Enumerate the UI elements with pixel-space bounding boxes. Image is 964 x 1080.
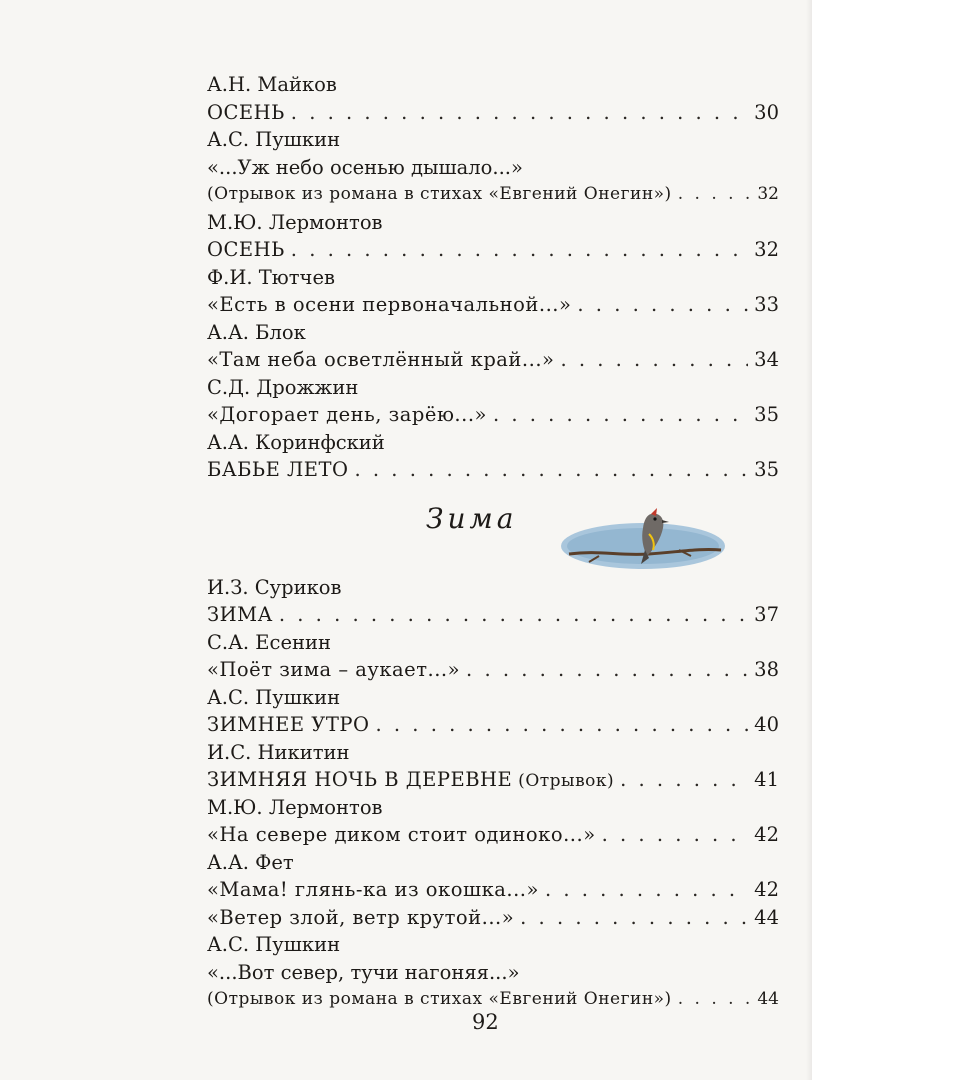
toc-entry-title-text: БАБЬЕ ЛЕТО — [207, 458, 349, 481]
toc-entry — [207, 291, 779, 319]
toc-entry-title — [207, 236, 285, 264]
toc-author: А.А. Фет — [207, 850, 294, 874]
toc-page-number: 40 — [754, 713, 779, 736]
toc-page-number: 34 — [754, 348, 779, 371]
toc-entry-title-text: ЗИМА — [207, 603, 273, 626]
winter-section-header — [207, 484, 779, 574]
toc-entry — [207, 821, 779, 849]
toc-page-number: 41 — [754, 768, 779, 791]
toc-author: М.Ю. Лермонтов — [207, 795, 383, 819]
toc-leader-dots — [493, 401, 748, 429]
toc-leader-dots — [291, 99, 748, 127]
toc-entry — [207, 876, 779, 904]
toc-entry — [207, 401, 779, 429]
toc-author-row — [207, 574, 779, 602]
toc-author-row — [207, 374, 779, 402]
toc-entry-title-text: ЗИМНЕЕ УТРО — [207, 713, 370, 736]
toc-leader-dots — [520, 904, 748, 932]
toc-author-row — [207, 849, 779, 877]
toc-page-number: 35 — [754, 403, 779, 426]
toc-entry-title-text: «Поёт зима – аукает...» — [207, 658, 461, 681]
toc-page-number: 42 — [754, 878, 779, 901]
toc-leader-dots — [376, 711, 749, 739]
toc-entry-title-text: «Догорает день, зарёю...» — [207, 403, 487, 426]
autumn-section-list — [207, 71, 779, 484]
toc-entry-title-text: ОСЕНЬ — [207, 100, 285, 124]
toc-entry-title — [207, 656, 460, 684]
toc-title-row — [207, 154, 779, 182]
toc-author-row — [207, 684, 779, 712]
page-margin-edge — [812, 0, 964, 1080]
toc-author-row — [207, 319, 779, 347]
toc-title-line: «...Уж небо осенью дышало...» — [207, 155, 523, 179]
toc-entry-title — [207, 904, 514, 932]
toc-page-number: 44 — [754, 905, 779, 929]
toc-entry-title — [207, 181, 672, 209]
toc-entry-title-text: «Мама! глянь-ка из окошка...» — [207, 878, 539, 901]
toc-author: И.З. Суриков — [207, 575, 342, 599]
toc-author: С.Д. Дрожжин — [207, 375, 359, 399]
toc-entry-title — [207, 401, 487, 429]
toc-entry — [207, 181, 779, 209]
toc-entry — [207, 456, 779, 484]
toc-author-row — [207, 209, 779, 237]
toc-leader-dots — [291, 236, 748, 264]
page-number: 92 — [472, 1010, 499, 1034]
winter-section-list — [207, 574, 779, 1014]
toc-entry-title — [207, 711, 370, 739]
toc-author-row — [207, 739, 779, 767]
toc-author: А.А. Коринфский — [207, 430, 385, 454]
toc-leader-dots — [560, 346, 748, 374]
toc-author-row — [207, 794, 779, 822]
toc-author: А.С. Пушкин — [207, 685, 341, 709]
toc-entry-title-text: (Отрывок из романа в стихах «Евгений Онегин») — [207, 989, 672, 1009]
table-of-contents — [207, 71, 779, 1014]
toc-author-row — [207, 126, 779, 154]
toc-page-number: 44 — [757, 989, 779, 1009]
toc-entry — [207, 346, 779, 374]
toc-entry — [207, 711, 779, 739]
toc-author-row — [207, 71, 779, 99]
toc-entry — [207, 236, 779, 264]
toc-page-number: 33 — [754, 293, 779, 316]
toc-leader-dots — [466, 656, 748, 684]
toc-leader-dots — [577, 291, 748, 319]
toc-page-number: 30 — [754, 100, 779, 124]
toc-entry-title — [207, 291, 571, 319]
toc-leader-dots — [279, 601, 748, 629]
toc-title-row — [207, 959, 779, 987]
toc-leader-dots — [602, 821, 749, 849]
toc-entry-title — [207, 99, 285, 127]
toc-page-number: 38 — [754, 658, 779, 681]
toc-leader-dots — [355, 456, 749, 484]
toc-leader-dots — [678, 181, 751, 209]
toc-entry — [207, 904, 779, 932]
toc-entry-title-text: «Там неба осветлённый край...» — [207, 348, 555, 371]
toc-entry-title — [207, 876, 539, 904]
toc-entry-title — [207, 821, 596, 849]
toc-author-row — [207, 931, 779, 959]
toc-entry-title-text: «На севере диком стоит одиноко...» — [207, 823, 596, 846]
toc-entry-title-text: ЗИМНЯЯ НОЧЬ В ДЕРЕВНЕ — [207, 768, 513, 791]
toc-page-number: 32 — [757, 184, 779, 204]
toc-author: А.С. Пушкин — [207, 933, 341, 956]
toc-entry — [207, 99, 779, 127]
toc-title-line: «...Вот север, тучи нагоняя...» — [207, 960, 520, 984]
toc-entry-title-text: ОСЕНЬ — [207, 238, 285, 261]
toc-author-row — [207, 429, 779, 457]
toc-leader-dots — [545, 876, 748, 904]
toc-entry-title-text: (Отрывок из романа в стихах «Евгений Онегин») — [207, 184, 672, 204]
toc-author: С.А. Есенин — [207, 630, 331, 654]
toc-page-number: 32 — [754, 238, 779, 261]
toc-author: А.А. Блок — [207, 320, 306, 344]
toc-author: А.С. Пушкин — [207, 128, 341, 151]
toc-author-row — [207, 629, 779, 657]
toc-entry-title — [207, 346, 554, 374]
toc-author: А.Н. Майков — [207, 73, 337, 96]
toc-entry-note: (Отрывок) — [512, 771, 615, 791]
toc-entry-title — [207, 766, 614, 794]
toc-entry — [207, 601, 779, 629]
toc-page-number: 35 — [754, 458, 779, 481]
toc-author: И.С. Никитин — [207, 740, 350, 764]
toc-page-number: 37 — [754, 603, 779, 626]
toc-entry — [207, 766, 779, 794]
toc-author-row — [207, 264, 779, 292]
waxwing-bird-on-branch-icon — [559, 504, 729, 576]
toc-leader-dots — [678, 986, 751, 1014]
toc-author: М.Ю. Лермонтов — [207, 210, 383, 234]
toc-author: Ф.И. Тютчев — [207, 265, 335, 289]
section-title: Зима — [426, 501, 518, 535]
toc-entry — [207, 656, 779, 684]
toc-entry-title — [207, 456, 349, 484]
toc-entry-title — [207, 986, 672, 1014]
toc-entry-title-text: «Есть в осени первоначальной...» — [207, 293, 572, 316]
toc-entry-title-text: «Ветер злой, ветр крутой...» — [207, 905, 515, 929]
toc-leader-dots — [620, 766, 748, 794]
toc-entry-title — [207, 601, 273, 629]
toc-page-number: 42 — [754, 823, 779, 846]
